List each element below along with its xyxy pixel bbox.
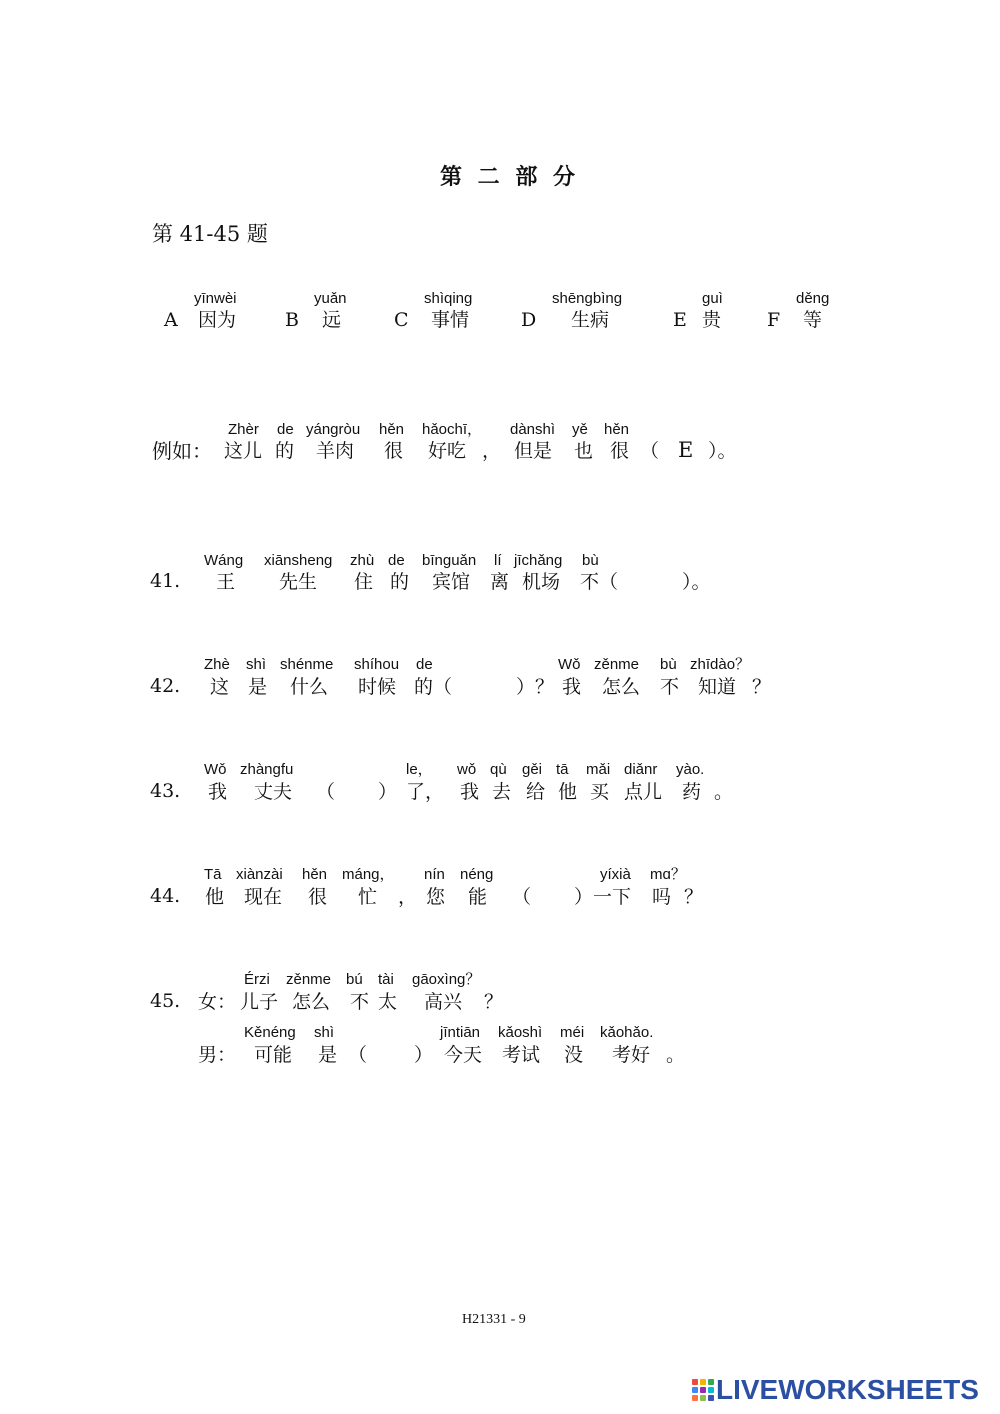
pinyin: Wáng [204,552,244,569]
pinyin: gāoxìng？ [412,971,481,988]
option-d-word: 生病 [571,309,610,331]
pinyin: shì [314,1024,335,1041]
hanzi: 不 [660,676,680,698]
pinyin: xiànzài [236,866,283,883]
hanzi: 今天 [444,1044,483,1066]
speaker-label: 女： [198,991,237,1013]
pinyin: yào. [676,761,705,778]
hanzi: 没 [564,1044,584,1066]
pinyin: zěnme [286,971,332,988]
pinyin: diǎnr [624,761,658,778]
pinyin: hǎochī， [422,421,483,438]
pinyin: Zhèr [228,421,259,438]
close-bracket: ）。 [708,440,737,462]
pinyin: tā [556,761,569,778]
hanzi: 不（ [580,571,619,593]
pinyin: wǒ [457,761,477,778]
hanzi: 买 [590,781,610,803]
hanzi: 考好 [612,1044,651,1066]
hanzi: 忙 [358,886,378,908]
option-e-pinyin: guì [702,290,723,307]
hanzi: 怎么 [602,676,641,698]
punctuation: ， [398,886,418,908]
pinyin: zěnme [594,656,640,673]
hanzi: 这儿 [224,440,263,462]
pinyin: jīntiān [440,1024,481,1041]
pinyin: de [416,656,433,673]
pinyin: Zhè [204,656,230,673]
pinyin: bīnguǎn [422,552,477,569]
option-a-pinyin: yīnwèi [194,290,237,307]
punctuation: ？ [484,991,504,1013]
hanzi: 也 [574,440,594,462]
option-c-word: 事情 [431,309,470,331]
pinyin: mǎi [586,761,611,778]
hanzi: 能 [468,886,488,908]
hanzi: 丈夫 [254,781,293,803]
page-title: 第 二 部 分 [440,164,579,190]
punctuation: ？ [684,886,704,908]
pinyin: kǎohǎo. [600,1024,654,1041]
hanzi: 先生 [279,571,318,593]
pinyin: nín [424,866,445,883]
option-b-letter: B [285,309,299,331]
pinyin: zhīdào？ [690,656,751,673]
option-d-pinyin: shēngbìng [552,290,623,307]
grid-logo-icon [692,1379,714,1401]
hanzi: 宾馆 [432,571,471,593]
pinyin: bú [346,971,363,988]
question-number: 41. [150,570,181,592]
open-bracket: （ [348,1044,368,1066]
question-number: 45. [150,990,181,1012]
pinyin: Érzi [244,971,270,988]
open-bracket: （ [512,886,532,908]
hanzi: 了， [406,781,445,803]
hanzi: 很 [384,440,404,462]
hanzi: 什么 [290,676,329,698]
hanzi: ）一下 [574,886,632,908]
hanzi: 的 [390,571,410,593]
hanzi: 给 [526,781,546,803]
option-b-word: 远 [322,309,342,331]
option-a-letter: A [164,309,178,331]
close-bracket: ）？ [516,676,555,698]
pinyin: shíhou [354,656,400,673]
hanzi: 考试 [502,1044,541,1066]
option-d-letter: D [521,309,537,331]
pinyin: jīchǎng [514,552,563,569]
hanzi: 我 [562,676,582,698]
example-label: 例如： [152,439,212,463]
hanzi: 机场 [522,571,561,593]
hanzi: 离 [490,571,510,593]
hanzi: 很 [610,440,630,462]
pinyin: máng， [342,866,395,883]
pinyin: zhàngfu [240,761,294,778]
pinyin: de [388,552,405,569]
hanzi: 点儿 [624,781,663,803]
hanzi: 但是 [514,440,553,462]
hanzi: 我 [460,781,480,803]
logo-wordmark: LIVEWORKSHEETS [716,1374,979,1405]
pinyin: mɑ？ [650,866,686,883]
pinyin: le， [406,761,433,778]
pinyin: shì [246,656,267,673]
pinyin: qù [490,761,507,778]
hanzi: 药 [682,781,702,803]
hanzi: 是 [248,676,268,698]
section-heading: 第 41-45 题 [152,222,268,246]
punctuation: ， [482,440,502,462]
hanzi: 吗 [652,886,672,908]
open-bracket: （ [316,781,336,803]
option-e-word: 贵 [702,309,722,331]
pinyin: xiānsheng [264,552,333,569]
pinyin: kǎoshì [498,1024,543,1041]
pinyin: néng [460,866,494,883]
pinyin: Tā [204,866,222,883]
pinyin: méi [560,1024,585,1041]
open-bracket: （ [640,440,660,462]
hanzi: 的 [275,440,295,462]
close-bracket: ） [414,1044,434,1066]
question-number: 44. [150,885,181,907]
punctuation: 。 [714,781,734,803]
option-a-word: 因为 [198,309,237,331]
pinyin: Wǒ [204,761,227,778]
hanzi: 时候 [358,676,397,698]
hanzi: 羊肉 [316,440,355,462]
close-bracket: ）。 [682,571,711,593]
hanzi: 这 [210,676,230,698]
hanzi: 您 [426,886,446,908]
pinyin: hěn [604,421,630,438]
hanzi: 住 [354,571,374,593]
hanzi: 好吃 [428,440,467,462]
pinyin: bù [582,552,599,569]
pinyin: bù [660,656,677,673]
hanzi: 我 [208,781,228,803]
hanzi: 很 [308,886,328,908]
hanzi: 他 [558,781,578,803]
punctuation: 。 [666,1044,686,1066]
hanzi: 高兴 [424,991,463,1013]
speaker-label: 男： [198,1044,237,1066]
hanzi: 知道 [698,676,737,698]
hanzi: 儿子 [240,991,279,1013]
hanzi: 怎么 [292,991,331,1013]
question-number: 43. [150,780,181,802]
pinyin: gěi [522,761,543,778]
option-c-pinyin: shìqing [424,290,473,307]
pinyin: hěn [379,421,405,438]
pinyin: zhù [350,552,375,569]
hanzi: 是 [318,1044,338,1066]
pinyin: Kěnéng [244,1024,296,1041]
example-answer: E [678,438,694,462]
question-number: 42. [150,675,181,697]
pinyin: Wǒ [558,656,581,673]
pinyin: hěn [302,866,328,883]
hanzi: 不 [350,991,370,1013]
pinyin: yě [572,421,588,438]
pinyin: shénme [280,656,334,673]
hanzi: 可能 [254,1044,293,1066]
option-f-letter: F [767,309,781,331]
pinyin: tài [378,971,394,988]
option-f-word: 等 [803,309,823,331]
option-c-letter: C [394,309,409,331]
pinyin: yángròu [306,421,361,438]
pinyin: dànshì [510,421,556,438]
hanzi: 的（ [414,676,453,698]
hanzi: 现在 [244,886,283,908]
hanzi: 去 [492,781,512,803]
option-f-pinyin: děng [796,290,830,307]
punctuation: ？ [752,676,772,698]
option-e-letter: E [673,309,687,331]
page-footer: H21331 - 9 [462,1312,526,1327]
hanzi: 王 [216,571,236,593]
hanzi: 太 [378,991,398,1013]
pinyin: yíxià [600,866,631,883]
pinyin: de [277,421,294,438]
pinyin: lí [494,552,502,569]
option-b-pinyin: yuǎn [314,290,347,307]
hanzi: 他 [205,886,225,908]
close-bracket: ） [378,781,398,803]
